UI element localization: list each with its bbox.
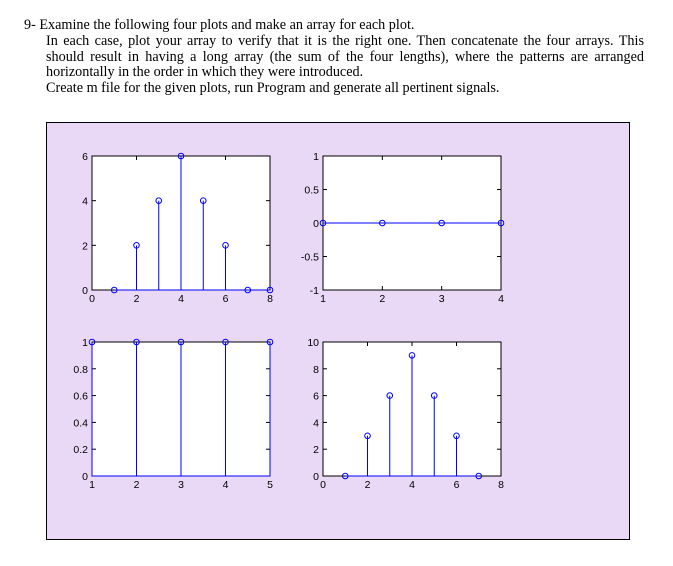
plot-4-ytick-label: 4 — [313, 417, 319, 430]
figure-window — [46, 122, 630, 540]
plot-4-xtick-label: 2 — [364, 479, 371, 491]
plot-1-xtick-label: 6 — [222, 293, 229, 305]
plot-1-xtick-label: 4 — [178, 293, 184, 305]
plot-2-xtick-label: 2 — [379, 293, 386, 305]
question-text — [24, 18, 644, 97]
plot-2-xtick-label: 1 — [320, 293, 326, 305]
plot-3-xtick-label: 2 — [133, 479, 140, 491]
stem-plots — [47, 123, 629, 539]
plot-4-ytick-label: 0 — [313, 471, 319, 483]
question-number: 9- — [24, 17, 36, 33]
plot-3-ytick-label: 0.6 — [73, 390, 88, 403]
plot-4-ytick-label: 2 — [313, 444, 319, 457]
question-paragraph: In each case, plot your array to verify that it is the right one. Then concatenate the four arrays. This should result in having a long array (the sum of the four lengths), where the patterns are arranged horizontally in the order in which they were introduced. — [46, 32, 644, 81]
plot-4-xtick-label: 0 — [320, 479, 326, 491]
plot-3-xtick-label: 3 — [178, 479, 184, 491]
plot-1-xtick-label: 8 — [267, 293, 273, 305]
plot-4-ytick-label: 10 — [307, 337, 319, 349]
plot-2-ytick-label: -1 — [309, 285, 319, 297]
question-title: Examine the following four plots and make an array for each plot. — [39, 17, 415, 33]
plot-3-ytick-label: 0.4 — [73, 417, 88, 430]
question-paragraph: Create m file for the given plots, run Program and generate all pertinent signals. — [46, 80, 500, 97]
plot-2-ytick-label: 0 — [313, 218, 319, 230]
plot-4-ytick-label: 6 — [313, 390, 319, 403]
plot-2-ytick-label: 0.5 — [304, 184, 319, 197]
plot-2-xtick-label: 4 — [498, 293, 504, 305]
plot-4-xtick-label: 8 — [498, 479, 504, 491]
plot-4-ytick-label: 8 — [313, 363, 319, 376]
plot-4-xtick-label: 4 — [409, 479, 415, 491]
plot-1-ytick-label: 6 — [82, 151, 88, 163]
plot-1-ytick-label: 2 — [82, 240, 88, 253]
plot-1-ytick-label: 0 — [82, 285, 88, 297]
plot-3-ytick-label: 0.2 — [73, 444, 88, 457]
plot-3-xtick-label: 5 — [267, 479, 273, 491]
plot-2-ytick-label: 1 — [313, 151, 319, 163]
plot-1-xtick-label: 2 — [133, 293, 140, 305]
plot-1-xtick-label: 0 — [89, 293, 95, 305]
plot-4-xtick-label: 6 — [453, 479, 460, 491]
plot-2-xtick-label: 3 — [438, 293, 445, 305]
plot-1-ytick-label: 4 — [82, 195, 88, 208]
question-title-line — [24, 18, 644, 34]
plot-3-xtick-label: 1 — [89, 479, 95, 491]
plot-2-ytick-label: -0.5 — [300, 251, 319, 264]
question-body — [24, 34, 644, 97]
plot-3-ytick-label: 1 — [82, 337, 88, 349]
plot-3-ytick-label: 0 — [82, 471, 88, 483]
plot-3-xtick-label: 4 — [222, 479, 229, 491]
plot-3-ytick-label: 0.8 — [73, 363, 88, 376]
